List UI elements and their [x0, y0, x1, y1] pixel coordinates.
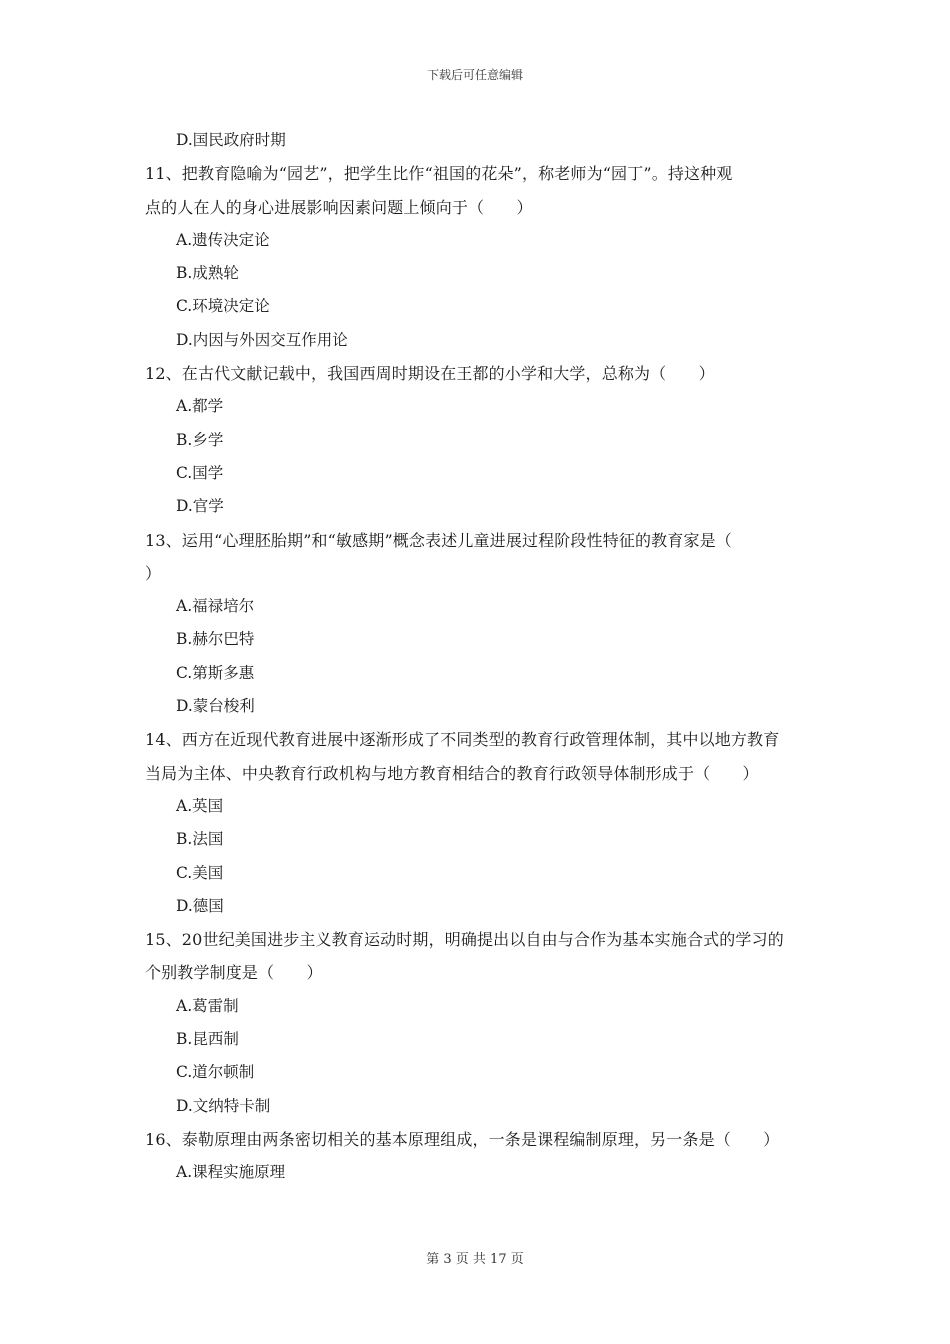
option-line: A.都学 [176, 397, 224, 416]
question-line: 13、运用“心理胚胎期”和“敏感期”概念表述儿童进展过程阶段性特征的教育家是（ [145, 530, 732, 550]
document-body [145, 124, 810, 1190]
question-line: ） [145, 563, 162, 583]
question-line: 当局为主体、中央教育行政机构与地方教育相结合的教育行政领导体制形成于（ ） [145, 763, 759, 783]
option-line: D.蒙台梭利 [176, 697, 255, 716]
option-line: A.遗传决定论 [176, 230, 270, 249]
option-line: A.葛雷制 [176, 996, 239, 1015]
option-line: A.课程实施原理 [176, 1163, 286, 1182]
option-line: D.内因与外因交互作用论 [176, 330, 348, 349]
option-line: D.德国 [176, 896, 224, 915]
option-line: B.乡学 [176, 430, 224, 449]
option-line: C.环境决定论 [176, 297, 270, 316]
question-line: 16、泰勒原理由两条密切相关的基本原理组成，一条是课程编制原理，另一条是（ ） [145, 1129, 780, 1149]
option-line: C.美国 [176, 863, 224, 882]
question-line: 12、在古代文献记载中，我国西周时期设在王都的小学和大学，总称为（ ） [145, 364, 715, 384]
option-line: B.赫尔巴特 [176, 630, 255, 649]
option-line: C.国学 [176, 463, 224, 482]
option-line: B.昆西制 [176, 1030, 239, 1049]
question-line: 15、20世纪美国进步主义教育运动时期，明确提出以自由与合作为基本实施合式的学习的 [145, 930, 784, 950]
option-line: C.道尔顿制 [176, 1063, 255, 1082]
question-line: 点的人在人的身心进展影响因素问题上倾向于（ ） [145, 197, 533, 217]
page-header: 下载后可任意编辑 [426, 68, 523, 82]
question-line: 个别教学制度是（ ） [145, 963, 323, 983]
option-line: A.福禄培尔 [176, 597, 255, 616]
option-line: D.文纳特卡制 [176, 1096, 271, 1115]
option-line: A.英国 [176, 796, 224, 815]
option-line: C.第斯多惠 [176, 663, 255, 682]
option-line: B.法国 [176, 830, 224, 849]
question-line: 14、西方在近现代教育进展中逐渐形成了不同类型的教育行政管理体制，其中以地方教育 [145, 730, 780, 750]
page-footer: 第 3 页 共 17 页 [426, 1252, 524, 1267]
question-line: 11、把教育隐喻为“园艺”，把学生比作“祖国的花朵”，称老师为“园丁”。持这种观 [145, 164, 733, 184]
option-line: B.成熟轮 [176, 264, 239, 283]
option-line: D.国民政府时期 [176, 131, 286, 149]
option-line: D.官学 [176, 497, 224, 516]
